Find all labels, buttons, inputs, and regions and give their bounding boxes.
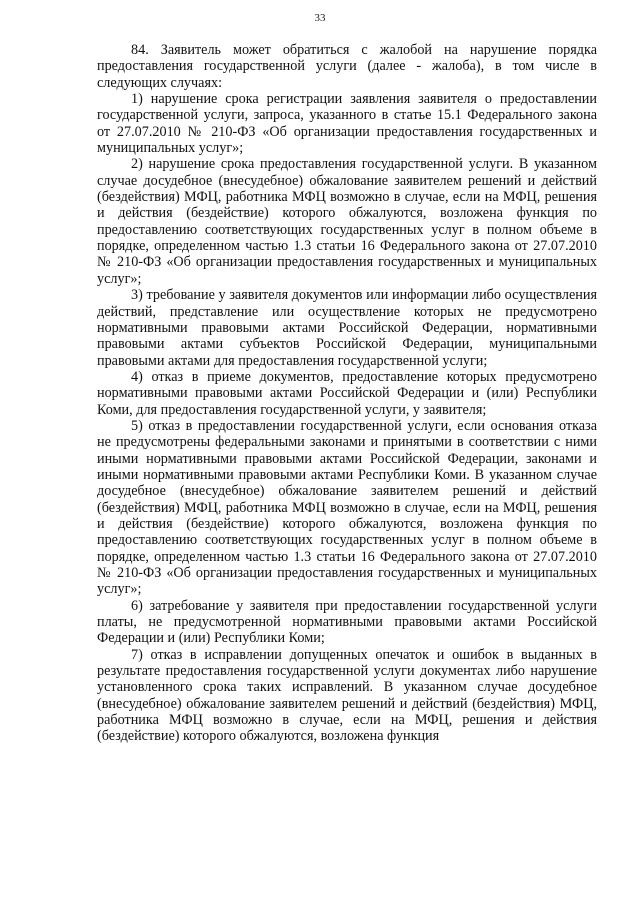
paragraph-item-7: 7) отказ в исправлении допущенных опечаток и ошибок в выданных в результате предоставления государственной услуги документах либо нарушение установленного срока таких исправлений. В указанном случае досудебное (внесудебное) обжалование заявителем решений и действий (бездействия) МФЦ, работника МФЦ возможно в случае, если на МФЦ, решения и действия (бездействие) которого обжалуются, возложена функция [97, 646, 597, 745]
paragraph-item-4: 4) отказ в приеме документов, предоставление которых предусмотрено нормативными правовыми актами Российской Федерации и (или) Республики Коми, для предоставления государственной услуги, у заявителя; [97, 368, 597, 418]
document-body [97, 42, 597, 745]
paragraph-item-5: 5) отказ в предоставлении государственной услуги, если основания отказа не предусмотрены федеральными законами и принятыми в соответствии с ними иными нормативными правовыми актами Российской Федерации, законами и иными нормативными правовыми актами Республики Коми. В указанном случае досудебное (внесудебное) обжалование заявителем решений и действий (бездействия) МФЦ, работника МФЦ возможно в случае, если на МФЦ, решения и действия (бездействие) которого обжалуются, возложена функция по предоставлению соответствующих государственных услуг в полном объеме в порядке, определенном частью 1.3 статьи 16 Федерального закона от 27.07.2010 № 210-ФЗ «Об организации предоставления государственных и муниципальных услуг»; [97, 417, 597, 598]
paragraph-item-1: 1) нарушение срока регистрации заявления заявителя о предоставлении государственной услуги, запроса, указанного в статье 15.1 Федерального закона от 27.07.2010 № 210-ФЗ «Об организации предоставления государственных и муниципальных услуг»; [97, 91, 597, 157]
paragraph-84-intro: 84. Заявитель может обратиться с жалобой на нарушение порядка предоставления государственной услуги (далее - жалоба), в том числе в следующих случаях: [97, 42, 597, 91]
paragraph-item-6: 6) затребование у заявителя при предоставлении государственной услуги платы, не предусмотренной нормативными правовыми актами Российской Федерации и (или) Республики Коми; [97, 597, 597, 647]
page-number: 33 [314, 12, 326, 24]
paragraph-item-3: 3) требование у заявителя документов или информации либо осуществления действий, представление или осуществление которых не предусмотрено нормативными правовыми актами Российской Федерации, нормативными правовыми актами субъектов Российской Федерации, муниципальными правовыми актами для предоставления государственной услуги; [97, 287, 597, 369]
paragraph-item-2: 2) нарушение срока предоставления государственной услуги. В указанном случае досудебное (внесудебное) обжалование заявителем решений и действий (бездействия) МФЦ, работника МФЦ возможно в случае, если на МФЦ, решения и действия (бездействие) которого обжалуются, возложена функция по предоставлению соответствующих государственных услуг в полном объеме в порядке, определенном частью 1.3 статьи 16 Федерального закона от 27.07.2010 № 210-ФЗ «Об организации предоставления государственных и муниципальных услуг»; [97, 156, 597, 287]
